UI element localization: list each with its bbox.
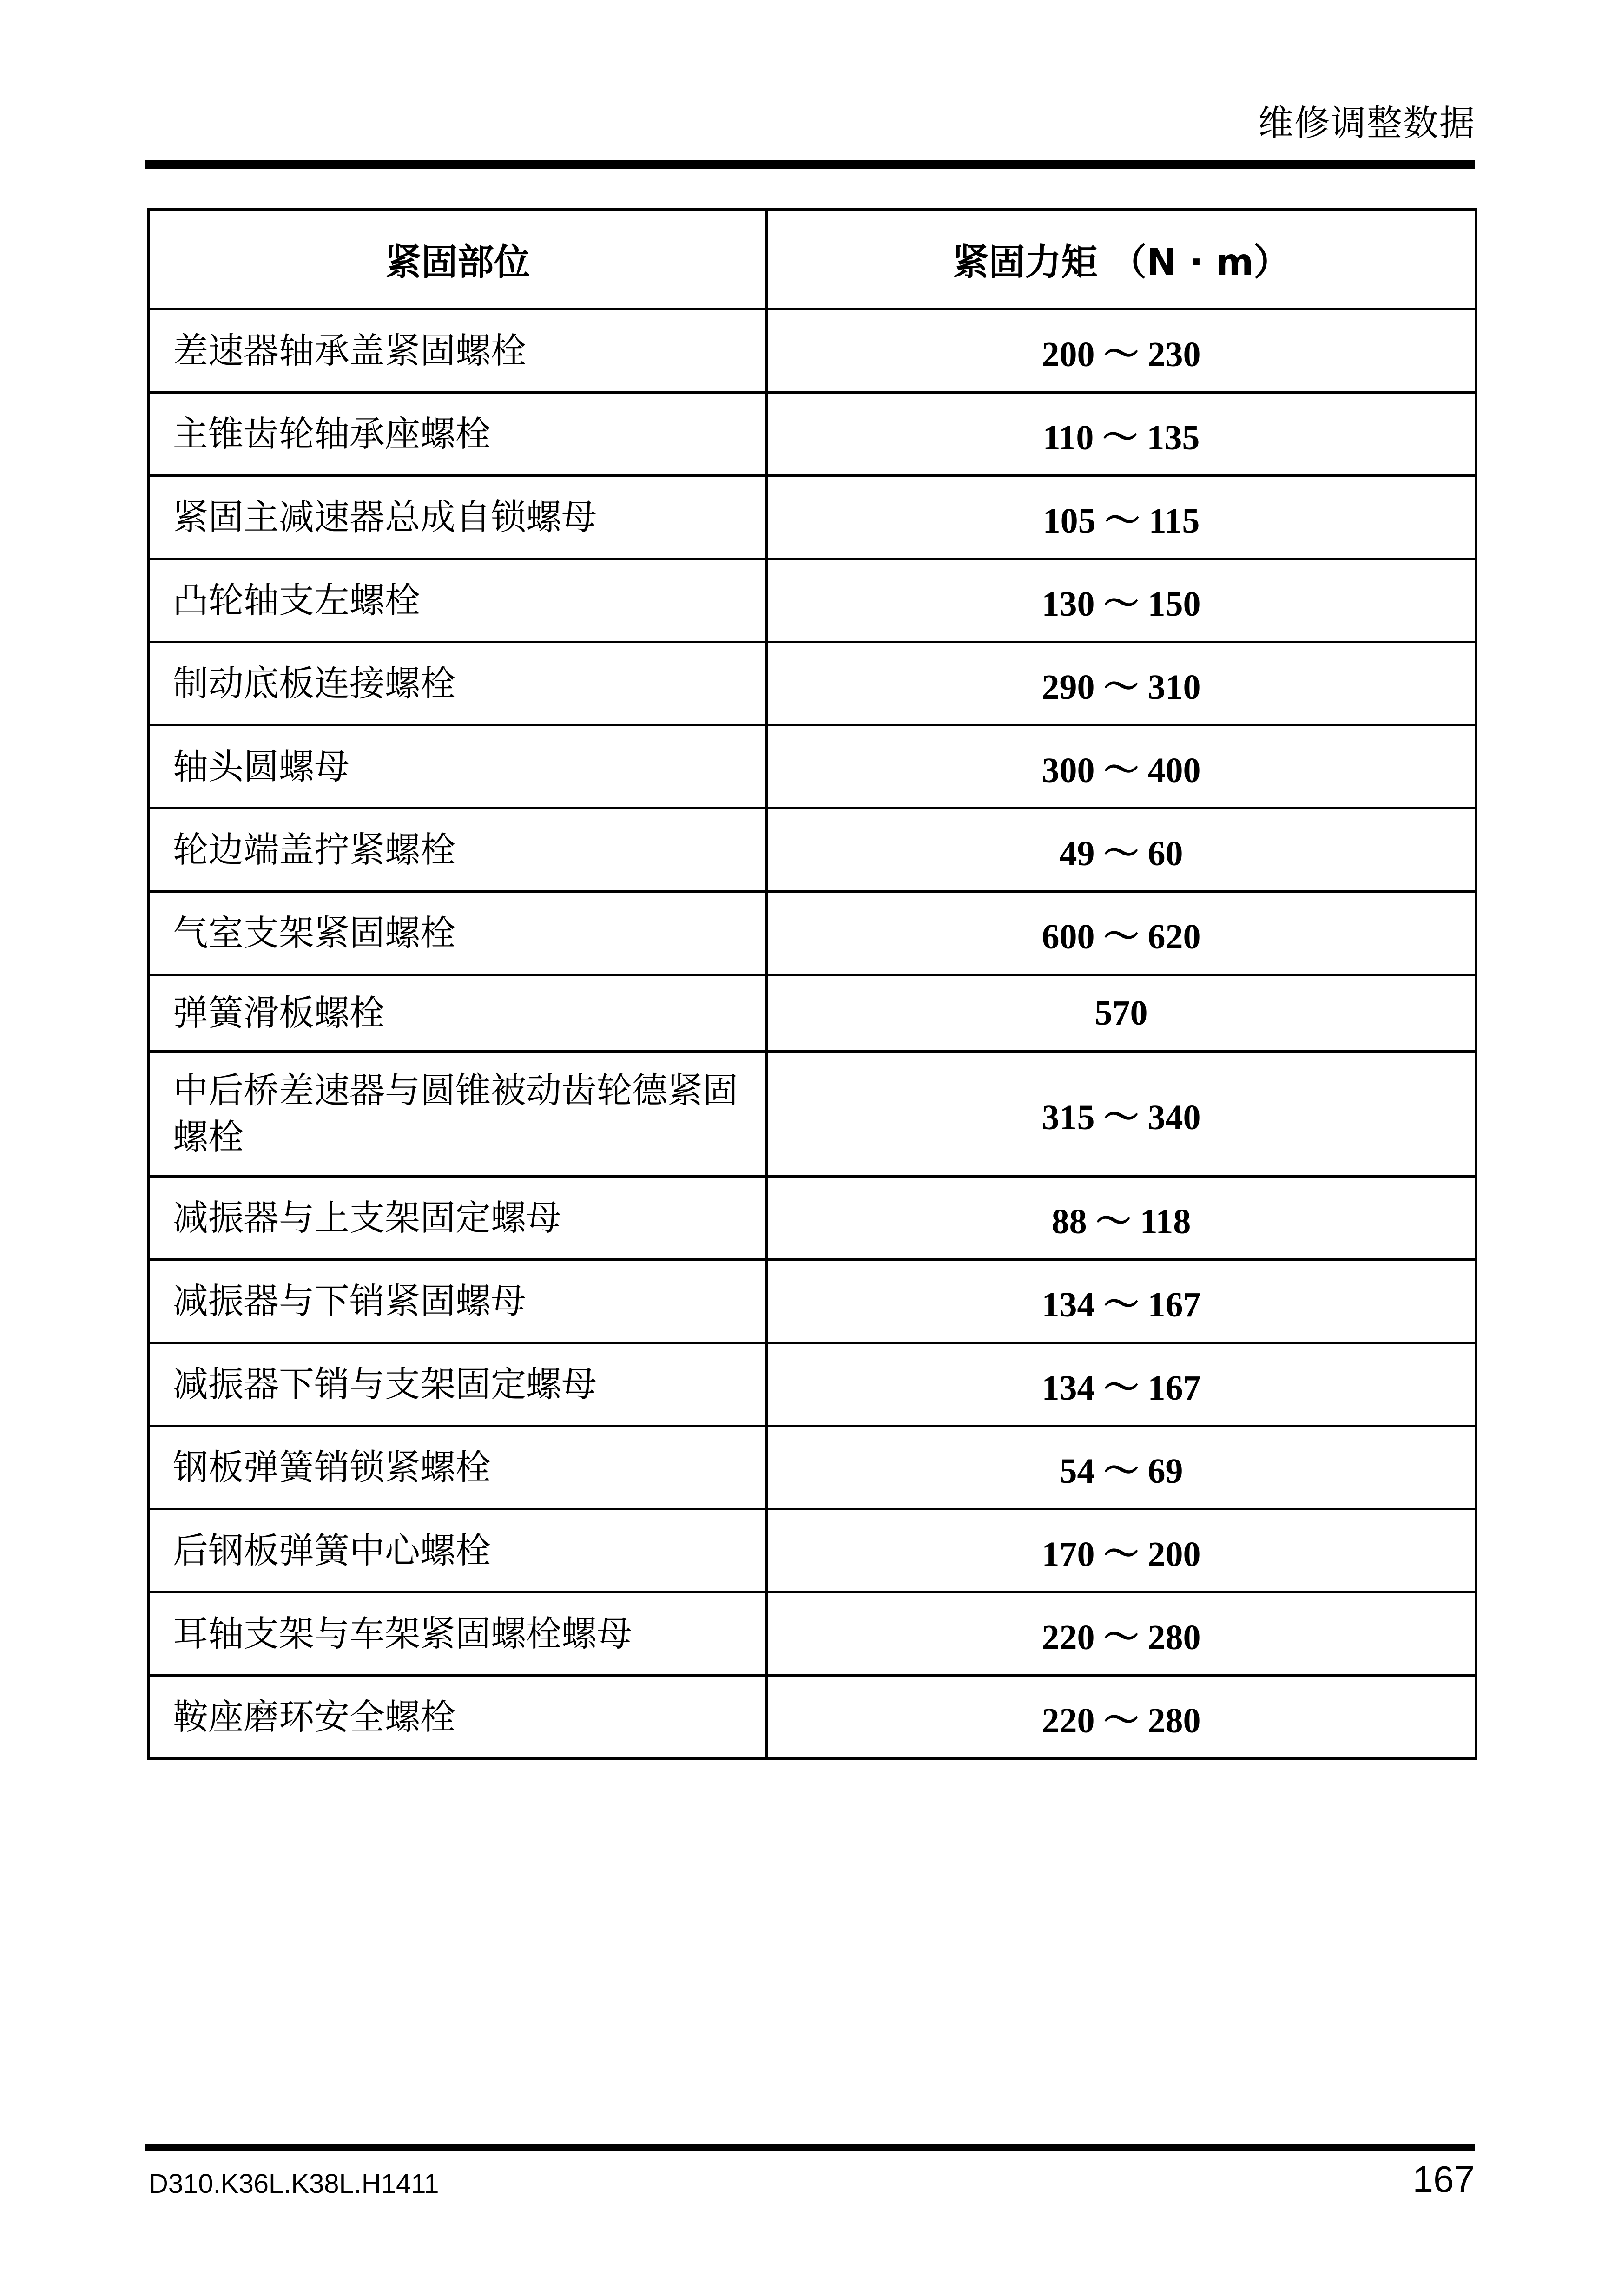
part-cell: 中后桥差速器与圆锥被动齿轮德紧固螺栓 <box>149 1052 767 1177</box>
torque-cell: 130 ～ 150 <box>767 559 1476 642</box>
torque-cell: 220 ～ 280 <box>767 1676 1476 1759</box>
torque-cell: 220 ～ 280 <box>767 1592 1476 1676</box>
table-row <box>149 809 1476 892</box>
table-row <box>149 642 1476 725</box>
table-header-row <box>149 210 1476 309</box>
torque-cell: 54 ～ 69 <box>767 1426 1476 1509</box>
table-row <box>149 393 1476 476</box>
table-row <box>149 1509 1476 1592</box>
footer-divider <box>145 2144 1475 2151</box>
part-cell: 差速器轴承盖紧固螺栓 <box>149 309 767 393</box>
table-row <box>149 1177 1476 1260</box>
torque-cell: 570 <box>767 975 1476 1052</box>
part-cell: 主锥齿轮轴承座螺栓 <box>149 393 767 476</box>
part-cell: 鞍座磨环安全螺栓 <box>149 1676 767 1759</box>
document-code: D310.K36L.K38L.H1411 <box>149 2169 439 2199</box>
column-header-torque: 紧固力矩 （N · m） <box>767 210 1476 309</box>
header-divider <box>145 160 1475 169</box>
column-header-part: 紧固部位 <box>149 210 767 309</box>
part-cell: 凸轮轴支左螺栓 <box>149 559 767 642</box>
torque-cell: 600 ～ 620 <box>767 892 1476 975</box>
torque-cell: 200 ～ 230 <box>767 309 1476 393</box>
table-row <box>149 1426 1476 1509</box>
part-cell: 减振器与上支架固定螺母 <box>149 1177 767 1260</box>
torque-cell: 170 ～ 200 <box>767 1509 1476 1592</box>
table-row <box>149 309 1476 393</box>
page-number: 167 <box>1412 2158 1475 2200</box>
part-cell: 减振器与下销紧固螺母 <box>149 1260 767 1343</box>
part-cell: 轮边端盖拧紧螺栓 <box>149 809 767 892</box>
part-cell: 钢板弹簧销锁紧螺栓 <box>149 1426 767 1509</box>
table-row <box>149 476 1476 559</box>
torque-cell: 315 ～ 340 <box>767 1052 1476 1177</box>
torque-cell: 134 ～ 167 <box>767 1343 1476 1426</box>
torque-cell: 105 ～ 115 <box>767 476 1476 559</box>
table-row <box>149 559 1476 642</box>
torque-cell: 49 ～ 60 <box>767 809 1476 892</box>
page-section-title: 维修调整数据 <box>1258 102 1476 144</box>
part-cell: 弹簧滑板螺栓 <box>149 975 767 1052</box>
table-row <box>149 1343 1476 1426</box>
table-row <box>149 892 1476 975</box>
part-cell: 制动底板连接螺栓 <box>149 642 767 725</box>
part-cell: 后钢板弹簧中心螺栓 <box>149 1509 767 1592</box>
table-row <box>149 725 1476 809</box>
part-cell: 轴头圆螺母 <box>149 725 767 809</box>
torque-cell: 290 ～ 310 <box>767 642 1476 725</box>
table-row <box>149 1052 1476 1177</box>
torque-cell: 88 ～ 118 <box>767 1177 1476 1260</box>
torque-table <box>147 208 1477 1760</box>
table-row <box>149 1260 1476 1343</box>
table-row <box>149 1592 1476 1676</box>
torque-cell: 300 ～ 400 <box>767 725 1476 809</box>
part-cell: 气室支架紧固螺栓 <box>149 892 767 975</box>
torque-cell: 134 ～ 167 <box>767 1260 1476 1343</box>
table-row <box>149 1676 1476 1759</box>
part-cell: 减振器下销与支架固定螺母 <box>149 1343 767 1426</box>
part-cell: 耳轴支架与车架紧固螺栓螺母 <box>149 1592 767 1676</box>
part-cell: 紧固主减速器总成自锁螺母 <box>149 476 767 559</box>
torque-cell: 110 ～ 135 <box>767 393 1476 476</box>
table-row <box>149 975 1476 1052</box>
